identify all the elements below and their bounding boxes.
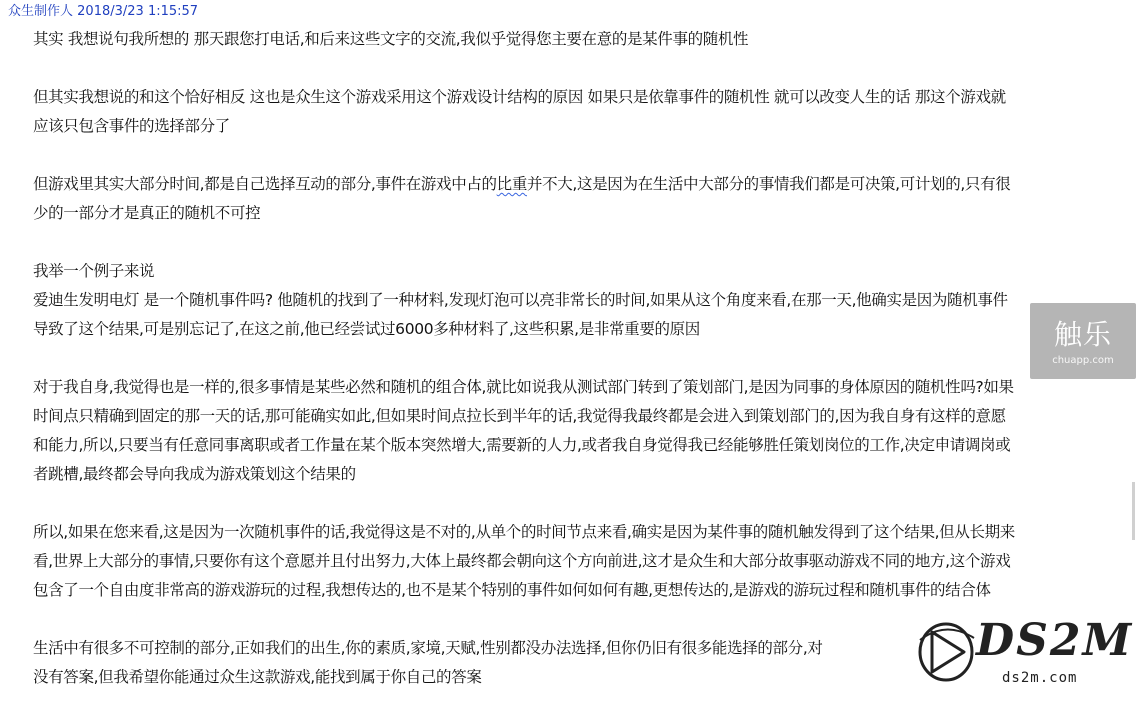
chuapp-watermark-title: 触乐 <box>1053 318 1112 351</box>
author-name: 众生制作人 <box>8 4 74 19</box>
text-line: 时间点只精确到固定的那一天的话,那可能确实如此,但如果时间点拉长到半年的话,我觉得我最终都是会进入到策划部门的,因为我自身有这样的意愿 <box>33 407 1006 425</box>
scrollbar-thumb[interactable] <box>1132 482 1135 540</box>
text-segment: 并不大,这是因为在生活中大部分的事情我们都是可决策,可计划的,只有很 <box>526 175 1011 193</box>
chuapp-watermark-url: chuapp.com <box>1052 355 1114 366</box>
ds2m-logo-icon <box>912 610 982 690</box>
paragraph <box>33 373 1127 489</box>
message-header <box>8 3 198 21</box>
paragraph <box>33 25 1127 54</box>
paragraph <box>33 83 1127 141</box>
paragraph <box>33 286 1127 344</box>
ds2m-watermark-title: DS2M <box>976 615 1134 666</box>
text-line: 爱迪生发明电灯 是一个随机事件吗? 他随机的找到了一种材料,发现灯泡可以亮非常长的时间,如果从这个角度来看,在那一天,他确实是因为随机事件 <box>33 291 1008 309</box>
text-line: 生活中有很多不可控制的部分,正如我们的出生,你的素质,家境,天赋,性别都没办法选择,但你仍旧有很多能选择的部分,对 <box>33 639 823 657</box>
text-line: 和能力,所以,只要当有任意同事离职或者工作量在某个版本突然增大,需要新的人力,或者我自身觉得我已经能够胜任策划岗位的工作,决定申请调岗或 <box>33 436 1011 454</box>
text-line <box>33 170 1127 199</box>
paragraph <box>33 257 1127 286</box>
text-segment: 但游戏里其实大部分时间,都是自己选择互动的部分,事件在游戏中占的 <box>33 175 497 193</box>
ds2m-watermark-url: ds2m.com <box>1002 670 1078 686</box>
text-line: 对于我自身,我觉得也是一样的,很多事情是某些必然和随机的组合体,就比如说我从测试部门转到了策划部门,是因为同事的身体原因的随机性吗?如果 <box>33 378 1014 396</box>
text-line: 但其实我想说的和这个恰好相反 这也是众生这个游戏采用这个游戏设计结构的原因 如果只是依靠事件的随机性 就可以改变人生的话 那这个游戏就 <box>33 88 1006 106</box>
text-line: 者跳槽,最终都会导向我成为游戏策划这个结果的 <box>33 465 356 483</box>
chuapp-watermark <box>1030 303 1136 379</box>
text-line: 所以,如果在您来看,这是因为一次随机事件的话,我觉得这是不对的,从单个的时间节点来看,确实是因为某件事的随机触发得到了这个结果,但从长期来 <box>33 523 1015 541</box>
paragraph <box>33 170 1127 228</box>
spellcheck-word[interactable]: 比重 <box>496 175 527 193</box>
text-line: 导致了这个结果,可是别忘记了,在这之前,他已经尝试过6000多种材料了,这些积累,是非常重要的原因 <box>33 320 700 338</box>
text-line: 我举一个例子来说 <box>33 262 155 280</box>
text-line: 应该只包含事件的选择部分了 <box>33 117 230 135</box>
text-line: 少的一部分才是真正的随机不可控 <box>33 204 261 222</box>
text-line: 其实 我想说句我所想的 那天跟您打电话,和后来这些文字的交流,我似乎觉得您主要在意的是某件事的随机性 <box>33 30 749 48</box>
message-timestamp: 2018/3/23 1:15:57 <box>77 4 199 19</box>
text-line: 包含了一个自由度非常高的游戏游玩的过程,我想传达的,也不是某个特别的事件如何如何有趣,更想传达的,是游戏的游玩过程和随机事件的结合体 <box>33 581 991 599</box>
text-line: 看,世界上大部分的事情,只要你有这个意愿并且付出努力,大体上最终都会朝向这个方向前进,这才是众生和大部分故事驱动游戏不同的地方,这个游戏 <box>33 552 1011 570</box>
ds2m-watermark <box>910 610 1136 696</box>
paragraph <box>33 518 1127 605</box>
text-line: 没有答案,但我希望你能通过众生这款游戏,能找到属于你自己的答案 <box>33 668 482 686</box>
